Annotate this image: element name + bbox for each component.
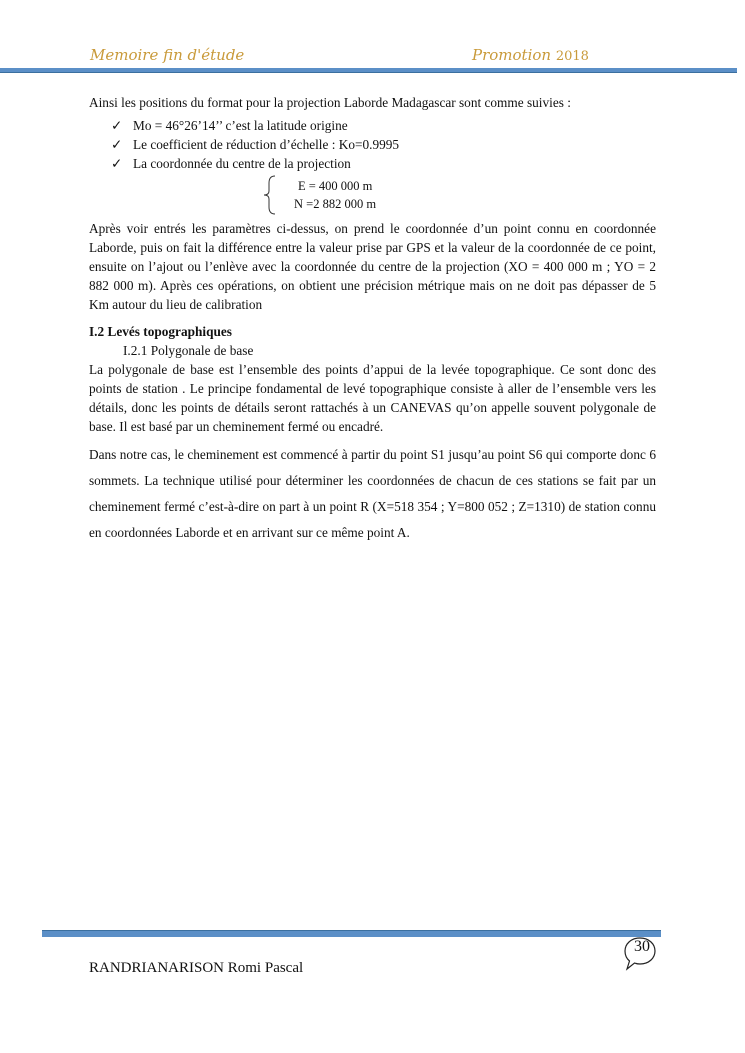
calibration-paragraph: Après voir entrés les paramètres ci-dessus, on prend le coordonnée d’un point connu en coordonnée Laborde, puis on fait la différence entre la valeur prise par GPS et la valeur de la coordonnée de ce point, ensuite on l’ajout ou l’enlève avec la coordonnée du centre de la projection (XO = 400 000 m ; YO = 2 882 000 m). Après ces opérations, on obtient une précision métrique mais on ne doit pas dépasser de 5 Km autour du lieu de calibration [89,221,656,312]
coord-easting: E = 400 000 m [298,179,373,193]
header-rule [0,68,737,73]
header-title: Memoire fin d'étude [90,46,245,64]
section-heading: I.2 Levés topographiques [89,324,232,339]
brace-icon [263,175,277,215]
checklist-item-text: La coordonnée du centre de la projection [133,156,351,171]
check-icon: ✓ [111,118,123,133]
traverse-paragraph: Dans notre cas, le cheminement est commencé à partir du point S1 jusqu’au point S6 qui comporte donc 6 sommets. La technique utilisé pour déterminer les coordonnées de chacun de ces stations se fait par un cheminement fermé c’est-à-dire on part à un point R (X=518 354 ; Y=800 052 ; Z=1310) de station connu en coordonnées Laborde et en arrivant sur ce même point A. [89,447,656,540]
page-body [89,93,656,546]
polygonal-paragraph: La polygonale de base est l’ensemble des points d’appui de la levée topographique. Ce sont donc des points de station . Le principe fondamental de levé topographique consiste à aller de l’ensemble vers les détails, donc les points de détails seront rattachés à un CANEVAS qu’on appelle souvent polygonale de base. Il est basé par un cheminement fermé ou encadré. [89,362,656,434]
page-number-badge [622,936,658,972]
checklist-item-text: Mo = 46°26’14’’ c’est la latitude origine [133,118,348,133]
coord-northing: N =2 882 000 m [294,197,377,211]
checklist-item [111,135,656,154]
check-icon: ✓ [111,156,123,171]
checklist-item [111,154,656,173]
header-year: 2018 [555,49,589,64]
intro-paragraph: Ainsi les positions du format pour la projection Laborde Madagascar sont comme suivies : [89,95,571,110]
footer-author [89,960,303,977]
page-number: 30 [634,938,650,955]
projection-center-coordinates [89,175,656,219]
header-promotion [472,46,589,64]
author-name: RANDRIANARISON Romi Pascal [89,960,304,976]
check-icon: ✓ [111,137,123,152]
checklist-item [111,116,656,135]
header-promotion-label: Promotion [472,46,552,64]
parameter-checklist [89,116,656,173]
subsection-heading: I.2.1 Polygonale de base [123,343,254,358]
footer-rule [42,930,661,937]
checklist-item-text: Le coefficient de réduction d’échelle : Ko=0.9995 [133,137,400,152]
